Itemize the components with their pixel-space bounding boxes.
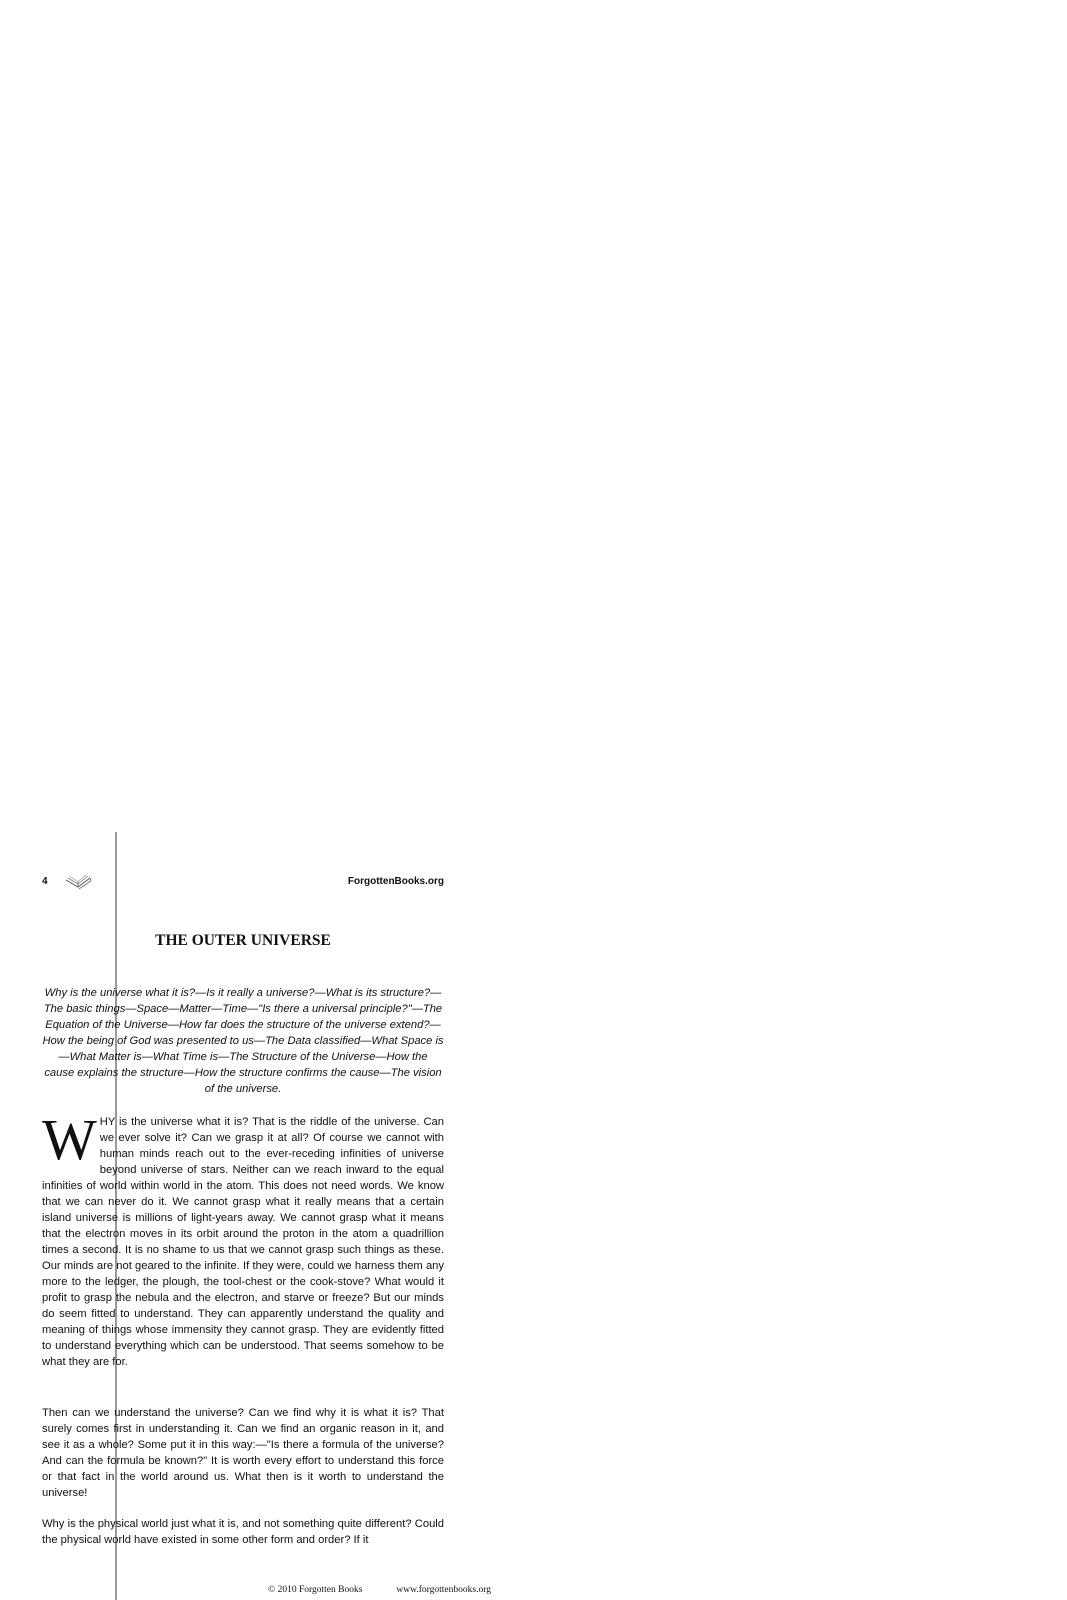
body-paragraph-3: Why is the physical world just what it is, and not something quite different? Could the physical world have existed in some other form and order? If it: [42, 1518, 444, 1546]
site-label: ForgottenBooks.org: [347, 876, 444, 887]
page-footer: [268, 1585, 491, 1595]
page-number: 4: [42, 876, 48, 887]
paragraph-1-text: HY is the universe what it is? That is the riddle of the universe. Can we ever solve it? Can we grasp it at all? Of course we cannot with human minds reach out to the ever-receding infinities of universe beyond universe of stars. Neither can we reach inward to the equal infinities of world within world in the atom. This does not need words. We know that we can never do it. We cannot grasp what it really means that a certain island universe is millions of light-years away. We cannot grasp what it means that the electron moves in its orbit around the proton in the atom a quadrillion times a second. It is no shame to us that we cannot grasp such things as these. Our minds are not geared to the infinite. If they were, could we harness them any more to the ledger, the plough, the tool-chest or the cook-stove? What would it profit to grasp the nebula and the electron, and starve or freeze? But our minds do seem fitted to understand. They can apparently understand the quality and meaning of things whose immensity they cannot grasp. They are evidently fitted to understand everything which can be understood. That seems somehow to be what they are for.: [42, 1116, 444, 1368]
open-book-icon: [64, 874, 92, 890]
body-paragraph-2: Then can we understand the universe? Can we find why it is what it is? That surely comes first in understanding it. Can we find an organic reason in it, and see it as a whole? Some put it in this way:—"Is there a formula of the universe? And can the formula be known?" It is worth every effort to understand this force or that fact in the world around us. What then is it worth to understand the universe!: [42, 1407, 444, 1499]
footer-url: www.forgottenbooks.org: [396, 1585, 491, 1595]
chapter-synopsis: Why is the universe what it is?—Is it really a universe?—What is its structure?—The basic things—Space—Matter—Time—"Is there a universal principle?"—The Equation of the Universe—How far does the structure of the universe extend?—How the being of God was presented to us—The Data classified—What Space is—What Matter is—What Time is—The Structure of the Universe—How the cause explains the structure—How the structure confirms the cause—The vision of the universe.: [42, 987, 444, 1095]
page-header: [42, 874, 444, 890]
copyright-notice: © 2010 Forgotten Books: [268, 1585, 363, 1595]
body-paragraph-1: [42, 1107, 444, 1370]
chapter-title: THE OUTER UNIVERSE: [155, 932, 331, 949]
drop-cap: W: [42, 1107, 97, 1172]
